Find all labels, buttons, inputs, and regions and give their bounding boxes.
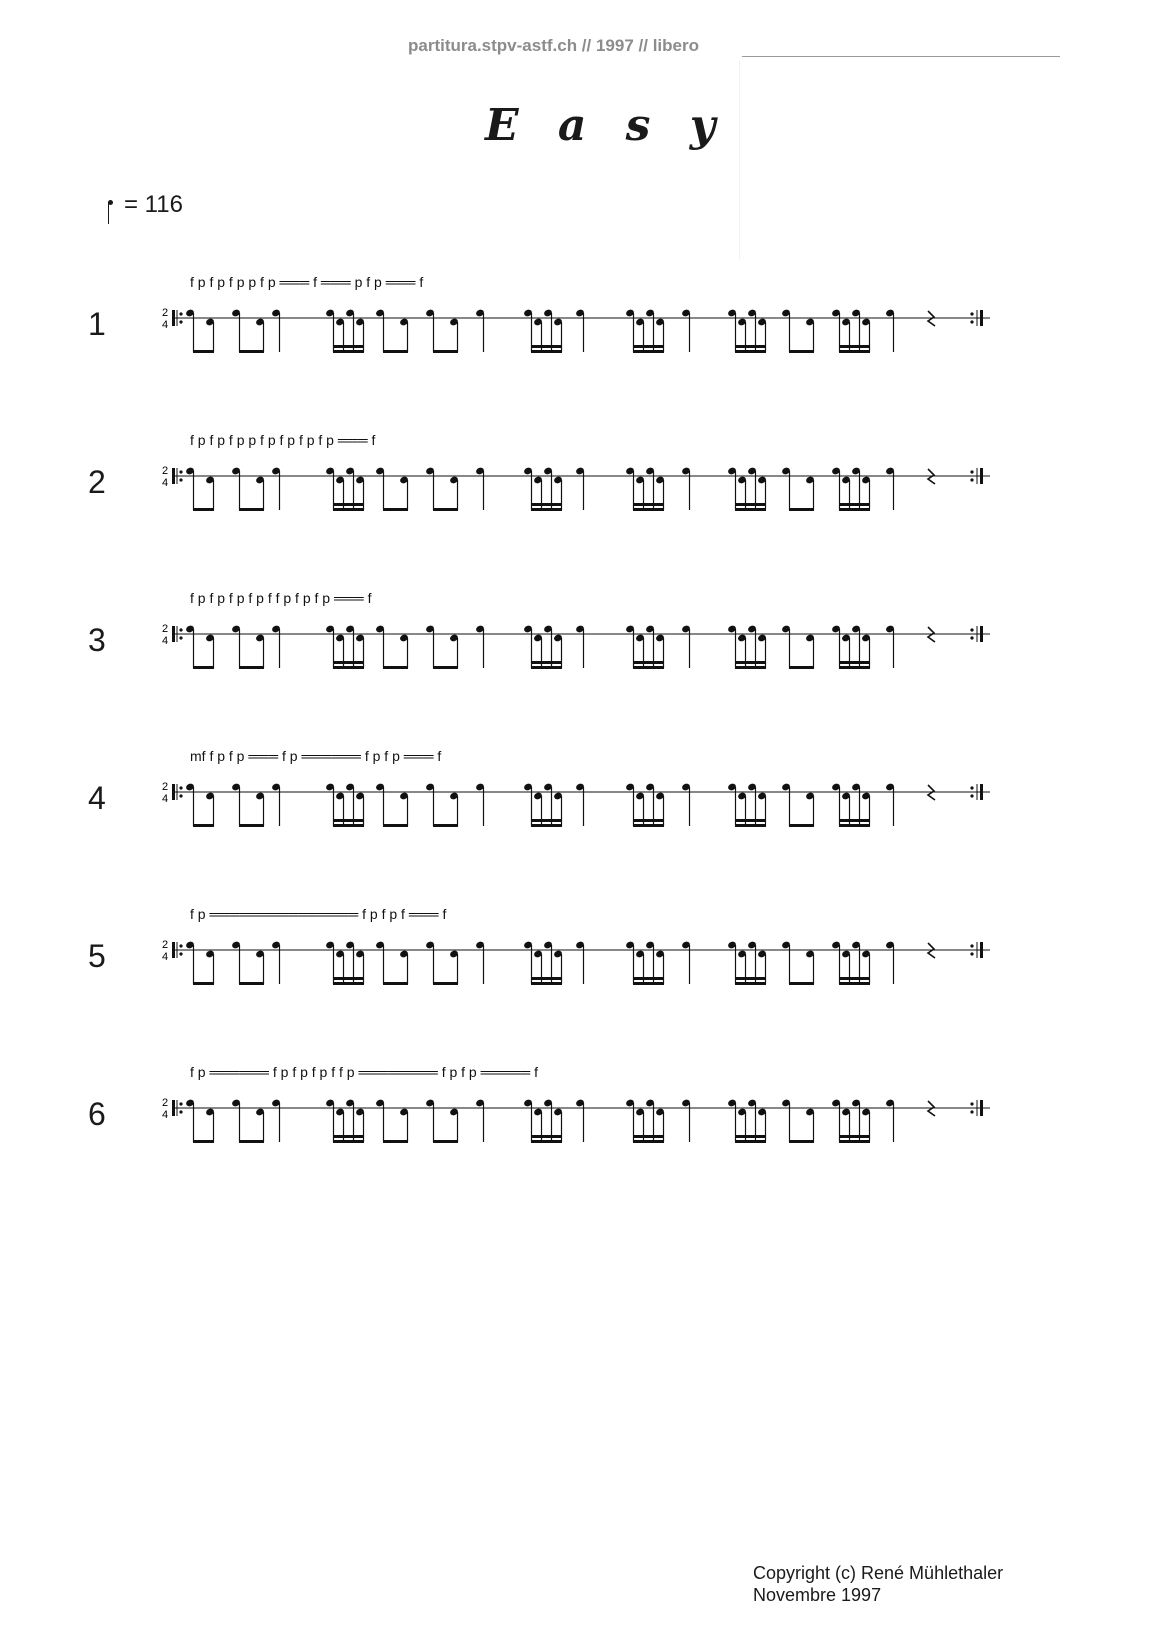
repeat-dot xyxy=(970,794,973,797)
beam-secondary xyxy=(333,345,364,348)
beam-secondary xyxy=(735,661,766,664)
repeat-dot xyxy=(970,628,973,631)
repeat-dot xyxy=(970,944,973,947)
beam xyxy=(789,824,814,827)
repeat-dot xyxy=(179,628,182,631)
beam xyxy=(789,982,814,985)
repeat-dot xyxy=(970,1102,973,1105)
beam xyxy=(531,350,562,353)
repeat-dot xyxy=(179,952,182,955)
beam-secondary xyxy=(735,819,766,822)
piece-title: E a s y xyxy=(485,100,728,151)
repeat-dot xyxy=(179,944,182,947)
beam xyxy=(333,1140,364,1143)
beam xyxy=(531,666,562,669)
time-signature-bottom: 4 xyxy=(162,477,169,489)
beam xyxy=(383,666,408,669)
staff-system-3 xyxy=(160,596,1060,716)
scan-edge xyxy=(739,60,740,260)
beam-secondary xyxy=(633,977,664,980)
beam xyxy=(433,1140,458,1143)
beam-secondary xyxy=(531,1135,562,1138)
repeat-dot xyxy=(970,478,973,481)
dynamics-system-1: f p f p f p p f p ═══ f ═══ p f p ═══ f xyxy=(190,274,424,290)
beam xyxy=(193,508,214,511)
repeat-end-thick xyxy=(980,468,983,484)
repeat-dot xyxy=(179,786,182,789)
beam-secondary xyxy=(531,977,562,980)
staff-system-4 xyxy=(160,754,1060,874)
beam xyxy=(633,666,664,669)
beam-secondary xyxy=(839,1135,870,1138)
beam-secondary xyxy=(333,819,364,822)
time-signature-bottom: 4 xyxy=(162,793,169,805)
beam xyxy=(239,824,264,827)
beam xyxy=(839,982,870,985)
repeat-end-thick xyxy=(980,942,983,958)
beam xyxy=(531,982,562,985)
time-signature-top: 2 xyxy=(162,939,169,951)
beam xyxy=(735,982,766,985)
repeat-dot xyxy=(970,320,973,323)
repeat-dot xyxy=(970,1110,973,1113)
repeat-dot xyxy=(179,312,182,315)
tempo-value: = 116 xyxy=(124,191,183,218)
beam xyxy=(633,508,664,511)
beam xyxy=(383,350,408,353)
repeat-end-thick xyxy=(980,1100,983,1116)
repeat-dot xyxy=(970,952,973,955)
beam-secondary xyxy=(333,661,364,664)
beam xyxy=(789,666,814,669)
beam-secondary xyxy=(735,1135,766,1138)
beam xyxy=(193,1140,214,1143)
staff-system-6 xyxy=(160,1070,1060,1190)
beam-secondary xyxy=(633,345,664,348)
beam xyxy=(839,666,870,669)
beam xyxy=(383,824,408,827)
beam xyxy=(531,824,562,827)
beam xyxy=(193,666,214,669)
beam xyxy=(735,508,766,511)
beam xyxy=(333,508,364,511)
time-signature-top: 2 xyxy=(162,781,169,793)
beam-secondary xyxy=(839,345,870,348)
repeat-dot xyxy=(179,320,182,323)
system-number-2: 2 xyxy=(88,464,106,500)
beam-secondary xyxy=(531,819,562,822)
beam xyxy=(735,824,766,827)
beam-secondary xyxy=(633,661,664,664)
beam xyxy=(531,1140,562,1143)
repeat-end-thick xyxy=(980,310,983,326)
beam-secondary xyxy=(333,1135,364,1138)
dynamics-system-2: f p f p f p p f p f p f p f p ═══ f xyxy=(190,432,376,448)
dynamics-system-4: mf f p f p ═══ f p ══════ f p f p ═══ f xyxy=(190,748,442,764)
beam xyxy=(333,824,364,827)
repeat-dot xyxy=(970,470,973,473)
beam xyxy=(839,508,870,511)
beam xyxy=(433,824,458,827)
beam xyxy=(839,350,870,353)
repeat-dot xyxy=(179,1102,182,1105)
beam-secondary xyxy=(735,345,766,348)
beam xyxy=(433,982,458,985)
repeat-dot xyxy=(970,636,973,639)
beam xyxy=(433,350,458,353)
copyright-line: Copyright (c) René Mühlethaler xyxy=(753,1563,1004,1583)
beam xyxy=(735,350,766,353)
dynamics-system-3: f p f p f p f p f f p f p f p ═══ f xyxy=(190,590,372,606)
beam xyxy=(789,508,814,511)
beam xyxy=(193,824,214,827)
beam-secondary xyxy=(839,661,870,664)
beam-secondary xyxy=(839,977,870,980)
beam xyxy=(239,666,264,669)
beam-secondary xyxy=(531,345,562,348)
beam xyxy=(383,508,408,511)
beam xyxy=(239,982,264,985)
beam-secondary xyxy=(633,503,664,506)
header-rule xyxy=(742,56,1060,57)
beam xyxy=(433,666,458,669)
beam xyxy=(633,350,664,353)
system-number-6: 6 xyxy=(88,1096,106,1132)
time-signature-bottom: 4 xyxy=(162,319,169,331)
system-number-1: 1 xyxy=(88,306,106,342)
quarter-note-icon xyxy=(106,190,120,220)
repeat-end-thick xyxy=(980,626,983,642)
tempo-marking xyxy=(106,190,183,220)
beam xyxy=(433,508,458,511)
repeat-dot xyxy=(179,794,182,797)
source-header: partitura.stpv-astf.ch // 1997 // libero xyxy=(408,36,699,55)
beam xyxy=(383,982,408,985)
beam xyxy=(839,824,870,827)
beam xyxy=(633,824,664,827)
time-signature-bottom: 4 xyxy=(162,635,169,647)
repeat-dot xyxy=(179,470,182,473)
time-signature-top: 2 xyxy=(162,1097,169,1109)
beam xyxy=(333,982,364,985)
repeat-dot xyxy=(970,312,973,315)
dynamics-system-5: f p ═══════════════ f p f p f ═══ f xyxy=(190,906,447,922)
beam xyxy=(839,1140,870,1143)
time-signature-bottom: 4 xyxy=(162,1109,169,1121)
beam xyxy=(633,1140,664,1143)
copyright-block xyxy=(753,1562,1003,1606)
time-signature-top: 2 xyxy=(162,623,169,635)
copyright-date: Novembre 1997 xyxy=(753,1585,882,1605)
beam xyxy=(383,1140,408,1143)
system-number-5: 5 xyxy=(88,938,106,974)
repeat-dot xyxy=(179,478,182,481)
time-signature-top: 2 xyxy=(162,307,169,319)
staff-system-2 xyxy=(160,438,1060,558)
staff-system-1 xyxy=(160,280,1060,400)
beam-secondary xyxy=(839,819,870,822)
repeat-dot xyxy=(970,786,973,789)
time-signature-bottom: 4 xyxy=(162,951,169,963)
beam xyxy=(789,350,814,353)
beam-secondary xyxy=(333,503,364,506)
beam xyxy=(531,508,562,511)
staff-system-5 xyxy=(160,912,1060,1032)
beam-secondary xyxy=(633,819,664,822)
beam xyxy=(735,1140,766,1143)
dynamics-system-6: f p ══════ f p f p f p f f p ════════ f p f p ═════ f xyxy=(190,1064,538,1080)
beam xyxy=(193,350,214,353)
beam xyxy=(735,666,766,669)
beam-secondary xyxy=(333,977,364,980)
beam xyxy=(633,982,664,985)
beam-secondary xyxy=(735,503,766,506)
repeat-dot xyxy=(179,1110,182,1113)
repeat-end-thick xyxy=(980,784,983,800)
system-number-3: 3 xyxy=(88,622,106,658)
system-number-4: 4 xyxy=(88,780,106,816)
beam-secondary xyxy=(531,503,562,506)
repeat-dot xyxy=(179,636,182,639)
beam xyxy=(193,982,214,985)
beam xyxy=(239,350,264,353)
beam xyxy=(333,350,364,353)
beam xyxy=(239,1140,264,1143)
beam xyxy=(333,666,364,669)
beam-secondary xyxy=(839,503,870,506)
time-signature-top: 2 xyxy=(162,465,169,477)
beam-secondary xyxy=(531,661,562,664)
beam xyxy=(789,1140,814,1143)
beam xyxy=(239,508,264,511)
beam-secondary xyxy=(633,1135,664,1138)
beam-secondary xyxy=(735,977,766,980)
